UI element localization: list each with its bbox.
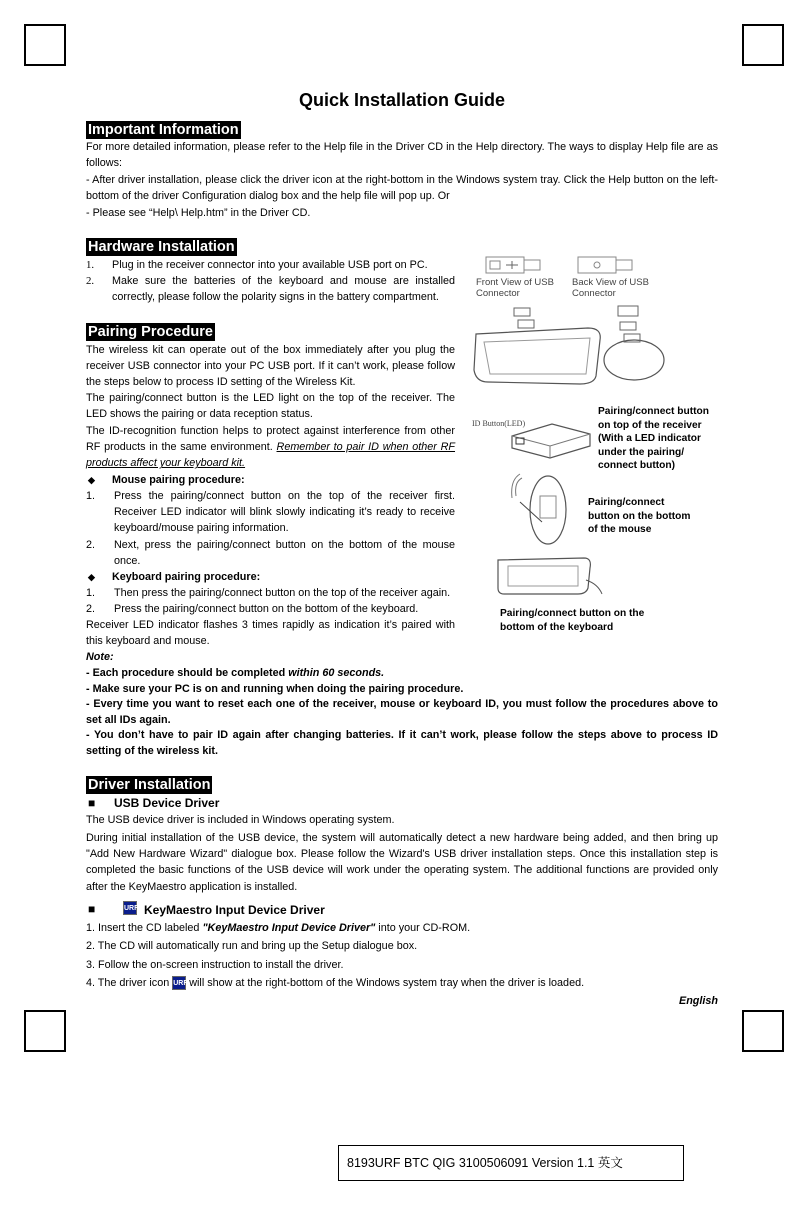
keymaestro-heading: KeyMaestro Input Device Driver xyxy=(144,903,325,917)
km-square-bullet: ■ xyxy=(88,902,96,916)
mouse-caption: Pairing/connect button on the bottom of the mouse xyxy=(588,497,691,536)
mouse-diamond-bullet: ◆ xyxy=(88,475,95,485)
km-step-1 xyxy=(86,920,718,936)
hardware-step-2: Make sure the batteries of the keyboard and mouse are installed correctly, please follow the polarity signs in the battery compartment. xyxy=(112,275,455,304)
usb-square-bullet: ■ xyxy=(88,796,96,810)
keyboard-num-1: 1. xyxy=(86,587,96,599)
page-title: Quick Installation Guide xyxy=(298,90,506,110)
important-bullet-2: - Please see “Help\ Help.htm” in the Driver CD. xyxy=(86,207,311,219)
keyboard-bottom-illustration xyxy=(494,554,604,598)
crop-mark-top-left xyxy=(24,24,66,66)
hardware-heading: Hardware Installation xyxy=(88,239,235,255)
note-label: Note: xyxy=(86,651,114,663)
km-step-1-text: 1. Insert the CD labeled xyxy=(86,922,203,934)
keymaestro-icon xyxy=(123,900,137,916)
hardware-num-1: 1. xyxy=(86,259,95,271)
note-1-emphasis: within 60 seconds. xyxy=(288,667,385,679)
usb-driver-p1: The USB device driver is included in Windows operating system. xyxy=(86,814,395,826)
id-button-caption: ID Button(LED) xyxy=(472,419,526,428)
keyboard-pairing-heading: Keyboard pairing procedure: xyxy=(112,571,261,583)
keyboard-caption: Pairing/connect button on the bottom of the keyboard xyxy=(500,608,645,633)
km-step-2: 2. The CD will automatically run and bring up the Setup dialogue box. xyxy=(86,940,418,952)
usb-driver-heading: USB Device Driver xyxy=(114,796,220,810)
note-2: - Make sure your PC is on and running when doing the pairing procedure. xyxy=(86,683,464,695)
km-step-4-tail: will show at the right-bottom of the Windows system tray when the driver is loaded. xyxy=(186,977,585,989)
km-step-4-text: 4. The driver icon xyxy=(86,977,173,989)
pairing-p1: The wireless kit can operate out of the box immediately after you plug the receiver USB connector into your PC USB port. If it can’t work, please follow the steps below to process ID setting of the Wireless Kit. xyxy=(86,344,455,389)
tray-driver-icon: URF xyxy=(172,976,186,990)
usb-connector-back-illustration xyxy=(576,254,636,276)
note-3: - Every time you want to reset each one of the receiver, mouse or keyboard ID, you must follow the procedures above to set all IDs again. xyxy=(86,698,718,727)
important-bullet-1: - After driver installation, please click the driver icon at the right-bottom in the Windows system tray. Click the Help button on the left-bottom of the driver Configuration dialog box and the help file will pop up. Or xyxy=(86,174,718,203)
important-p1: For more detailed information, please refer to the Help file in the Driver CD in the Help directory. The ways to display Help file are as follows: xyxy=(86,141,718,170)
keyboard-diamond-bullet: ◆ xyxy=(88,572,95,582)
pairing-heading: Pairing Procedure xyxy=(88,324,213,340)
keyboard-step-2: Press the pairing/connect button on the bottom of the keyboard. xyxy=(114,603,419,615)
keyboard-battery-illustration xyxy=(468,300,674,388)
crop-mark-bottom-right xyxy=(742,1010,784,1052)
usb-connector-front-illustration xyxy=(484,254,544,276)
keymaestro-icon-label: URF xyxy=(123,901,137,915)
language-label: English xyxy=(679,995,718,1007)
km-step-1-cd-label: "KeyMaestro Input Device Driver" xyxy=(202,922,376,934)
note-1-text: - Each procedure should be completed xyxy=(86,667,289,679)
mouse-bottom-illustration xyxy=(510,472,580,548)
document-footer: 8193URF BTC QIG 3100506091 Version 1.1 英文 xyxy=(338,1145,684,1181)
keyboard-num-2: 2. xyxy=(86,603,96,615)
front-view-caption: Front View of USB Connector xyxy=(476,277,554,299)
hardware-step-1: Plug in the receiver connector into your available USB port on PC. xyxy=(112,259,428,271)
note-1 xyxy=(86,665,718,681)
pairing-p2: The pairing/connect button is the LED light on the top of the receiver. The LED shows the pairing or data reception status. xyxy=(86,392,455,421)
keyboard-step-1: Then press the pairing/connect button on the top of the receiver again. xyxy=(114,587,451,599)
km-step-1-tail: into your CD-ROM. xyxy=(375,922,471,934)
receiver-caption: Pairing/connect button on top of the receiver (With a LED indicator under the pairing/ connect button) xyxy=(598,406,709,472)
mouse-num-1: 1. xyxy=(86,490,96,502)
pairing-p3-underline: Remember to pair ID when other RF products affect your keyboard kit. xyxy=(86,441,456,470)
pairing-p3 xyxy=(86,423,455,472)
crop-mark-top-right xyxy=(742,24,784,66)
driver-heading: Driver Installation xyxy=(88,777,211,793)
mouse-step-1: Press the pairing/connect button on the top of the receiver first. Receiver LED indicator will blink slowly indicating it’s ready to receive keyboard/mouse pairing information. xyxy=(114,490,455,535)
mouse-pairing-heading: Mouse pairing procedure: xyxy=(112,474,245,486)
pairing-p3-text: The ID-recognition function helps to protect against interference from other RF products in the same environment. xyxy=(86,425,455,454)
usb-driver-p2: During initial installation of the USB device, the system will automatically detect a new hardware being added, and then bring up "Add New Hardware Wizard" dialogue box. Please follow the Wizard's USB driver installation steps. Once this installation step is completed the basic functions of the USB device will work under the operating system. The additional functions are provided only after the KeyMaestro application is installed. xyxy=(86,832,718,893)
crop-mark-bottom-left xyxy=(24,1010,66,1052)
important-heading: Important Information xyxy=(88,122,239,138)
back-view-caption: Back View of USB Connector xyxy=(572,277,649,299)
pairing-p4: Receiver LED indicator flashes 3 times rapidly as indication it’s paired with this keyboard and mouse. xyxy=(86,619,455,648)
km-step-4 xyxy=(86,975,718,991)
mouse-num-2: 2. xyxy=(86,539,96,551)
note-4: - You don’t have to pair ID again after changing batteries. If it can’t work, please follow the steps above to process ID setting of the wireless kit. xyxy=(86,729,718,758)
hardware-num-2: 2. xyxy=(86,275,95,287)
km-step-3: 3. Follow the on-screen instruction to install the driver. xyxy=(86,959,344,971)
mouse-step-2: Next, press the pairing/connect button on the bottom of the mouse once. xyxy=(114,539,455,568)
